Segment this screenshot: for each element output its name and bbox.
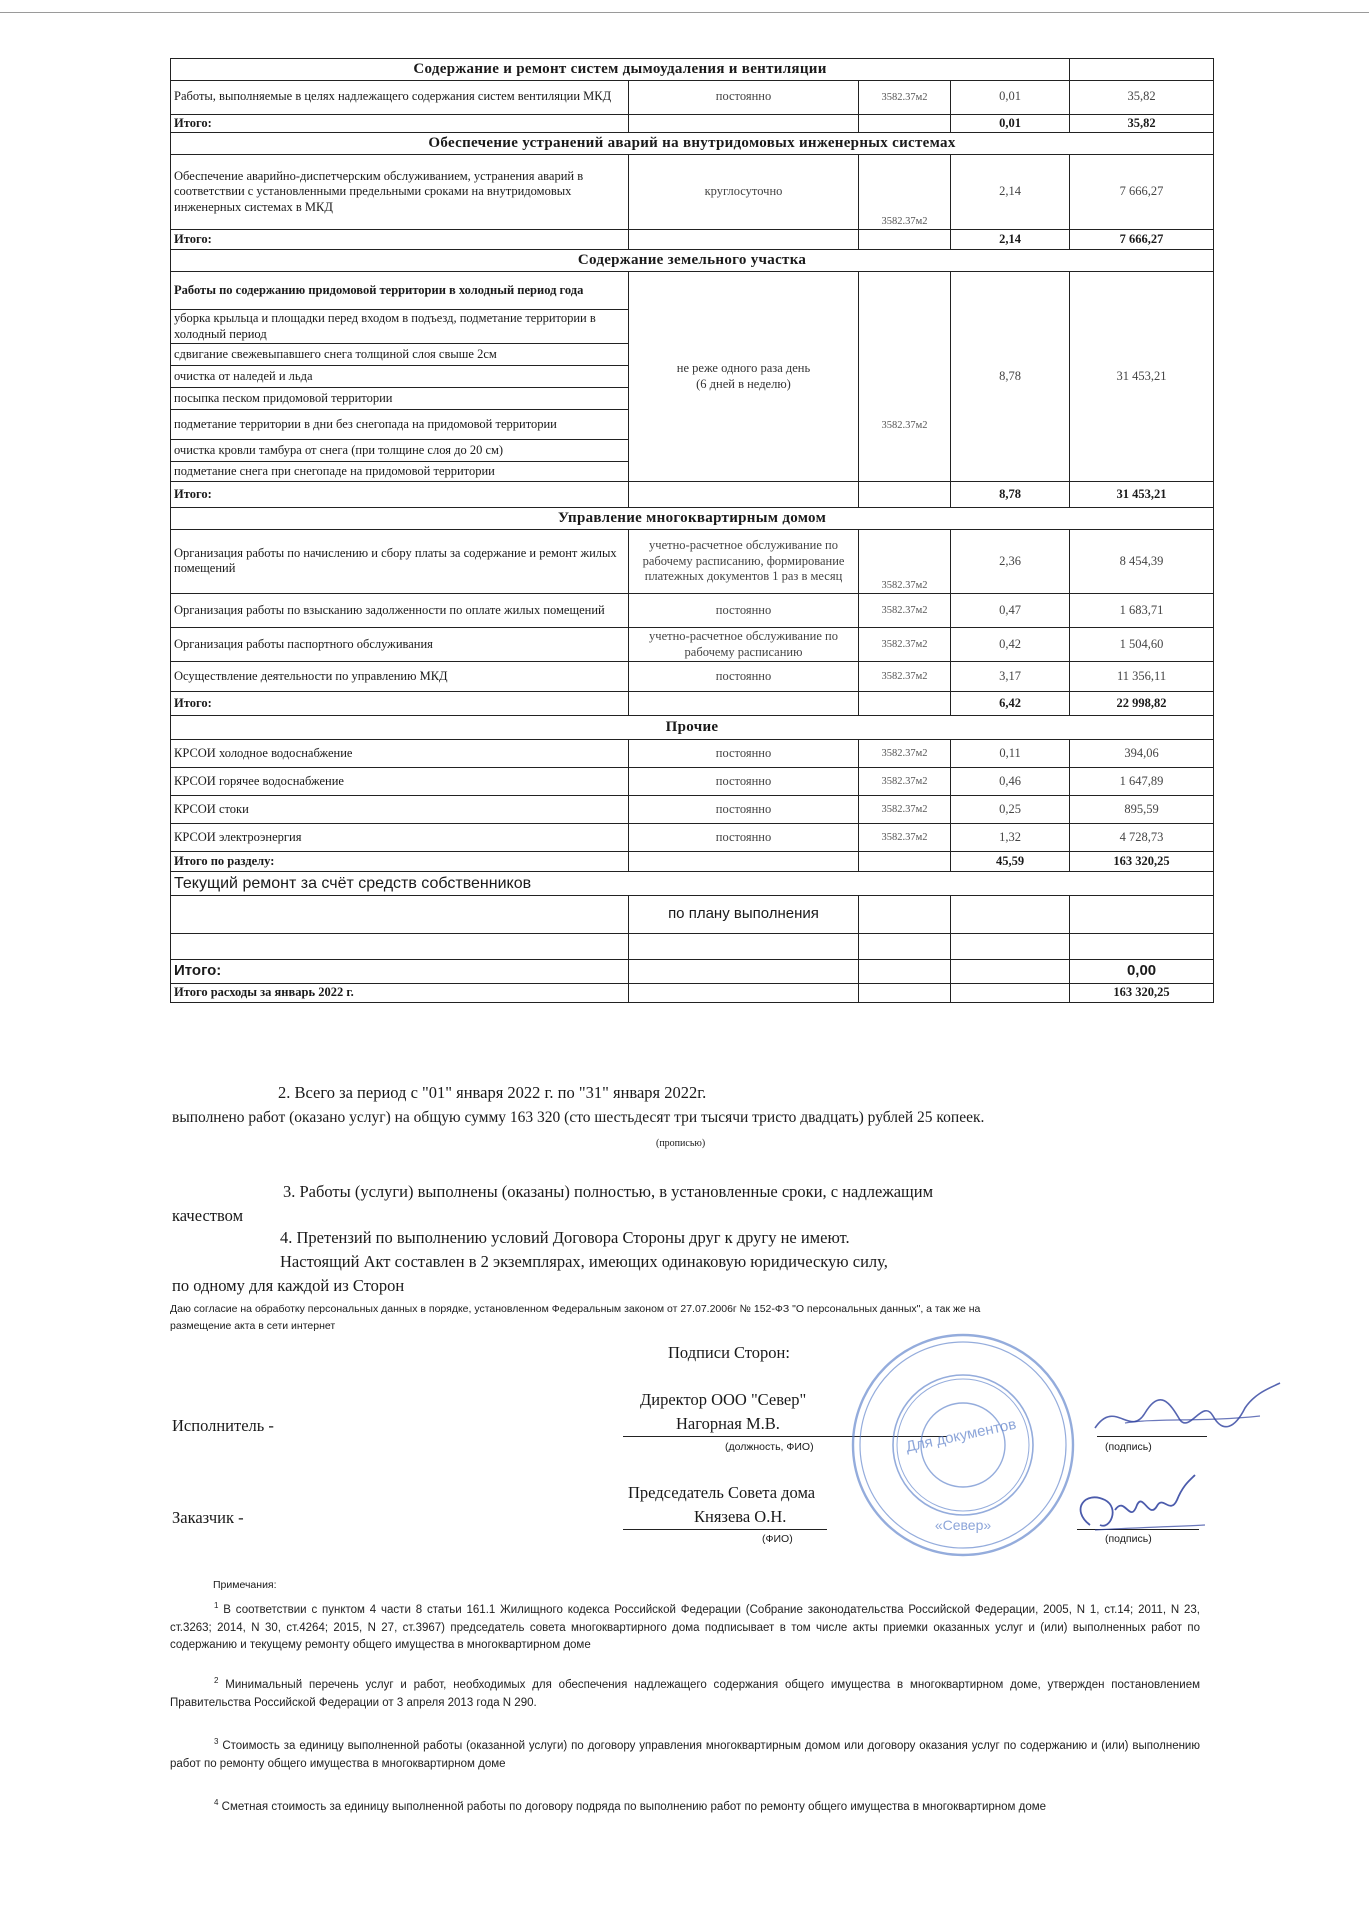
sum-cell: 35,82: [1070, 80, 1214, 114]
clause-2-period: 2. Всего за период с "01" января 2022 г. по "31" января 2022г.: [278, 1083, 707, 1102]
sum-cell: 394,06: [1070, 740, 1214, 768]
frequency-cell: постоянно: [629, 824, 859, 852]
area-cell: 3582.37м2: [859, 155, 951, 230]
section-total-rate: 45,59: [951, 852, 1070, 872]
rate-cell: 0,11: [951, 740, 1070, 768]
total-label: Итого:: [171, 482, 629, 508]
sum-cell: 11 356,11: [1070, 662, 1214, 692]
total-label: Итого:: [171, 692, 629, 716]
grand-total-sum: 163 320,25: [1070, 984, 1214, 1003]
customer-caption: (ФИО): [762, 1533, 793, 1545]
land-work-item: очистка от наледей и льда: [171, 366, 629, 388]
work-cell: КРСОИ стоки: [171, 796, 629, 824]
frequency-cell: круглосуточно: [629, 155, 859, 230]
sum-cell: 31 453,21: [1070, 271, 1214, 481]
section-total-sum: 163 320,25: [1070, 852, 1214, 872]
section-header-ventilation: Содержание и ремонт систем дымоудаления и вентиляции: [171, 59, 1070, 81]
area-cell: 3582.37м2: [859, 627, 951, 661]
work-cell: КРСОИ холодное водоснабжение: [171, 740, 629, 768]
frequency-cell: постоянно: [629, 768, 859, 796]
frequency-cell: учетно-расчетное обслуживание по рабочему расписанию, формирование платежных документов 1 раз в месяц: [629, 529, 859, 593]
area-cell: 3582.37м2: [859, 824, 951, 852]
rate-cell: 0,25: [951, 796, 1070, 824]
total-sum: 35,82: [1070, 114, 1214, 133]
total-label: Итого:: [171, 960, 629, 984]
area-cell: 3582.37м2: [859, 593, 951, 627]
executor-signature: [1085, 1378, 1285, 1448]
clause-4: 4. Претензий по выполнению условий Договора Стороны друг к другу не имеют.: [280, 1228, 850, 1247]
land-work-item: подметание снега при снегопаде на придомовой территории: [171, 462, 629, 482]
in-words-caption: (прописью): [656, 1138, 706, 1149]
executor-caption: (должность, ФИО): [725, 1441, 814, 1453]
sum-cell: 4 728,73: [1070, 824, 1214, 852]
total-label: Итого:: [171, 114, 629, 133]
grand-total-label: Итого расходы за январь 2022 г.: [171, 984, 629, 1003]
frequency-cell: постоянно: [629, 593, 859, 627]
work-cell: Организация работы по начислению и сбору платы за содержание и ремонт жилых помещений: [171, 529, 629, 593]
section-header-emergency: Обеспечение устранений аварий на внутридомовых инженерных системах: [171, 133, 1214, 155]
clause-5-line2: по одному для каждой из Сторон: [172, 1276, 405, 1295]
frequency-cell: постоянно: [629, 740, 859, 768]
note-3: $^3$ Стоимость за единицу выполненной работы (оказанной услуги) по договору управления многоквартирным домом или договору оказания услуг по содержанию и (или) выполнению работ по ремонту общего имущества в многоквартирном доме: [170, 1737, 1200, 1770]
frequency-cell: учетно-расчетное обслуживание по рабочему расписанию: [629, 627, 859, 661]
rate-cell: 0,47: [951, 593, 1070, 627]
executor-label: Исполнитель -: [172, 1416, 274, 1435]
work-cell: Работы, выполняемые в целях надлежащего содержания систем вентиляции МКД: [171, 80, 629, 114]
rate-cell: 2,14: [951, 155, 1070, 230]
customer-label: Заказчик -: [172, 1508, 244, 1527]
section-header-repair: Текущий ремонт за счёт средств собственников: [171, 872, 1214, 896]
section-header-land: Содержание земельного участка: [171, 250, 1214, 272]
total-sum: 7 666,27: [1070, 230, 1214, 250]
land-works-title: Работы по содержанию придомовой территории в холодный период года: [171, 271, 629, 309]
total-rate: 0,01: [951, 114, 1070, 133]
organization-stamp: [848, 1330, 1078, 1560]
scan-top-edge: [0, 12, 1369, 13]
services-table: [170, 58, 1214, 1003]
land-work-item: подметание территории в дни без снегопада на придомовой территории: [171, 410, 629, 440]
customer-sign-caption: (подпись): [1105, 1533, 1152, 1545]
sum-cell: 895,59: [1070, 796, 1214, 824]
customer-name: Князева О.Н.: [694, 1507, 787, 1526]
total-sum: 22 998,82: [1070, 692, 1214, 716]
section-header-other: Прочие: [171, 716, 1214, 740]
stamp-bottom-text: «Север»: [934, 1517, 992, 1533]
rate-cell: 8,78: [951, 271, 1070, 481]
land-work-item: посыпка песком придомовой территории: [171, 388, 629, 410]
sum-cell: 7 666,27: [1070, 155, 1214, 230]
plan-cell: по плану выполнения: [629, 896, 859, 934]
executor-name: Нагорная М.В.: [676, 1414, 780, 1433]
clause-3-line2: качеством: [172, 1206, 244, 1225]
signatures-title: Подписи Сторон:: [668, 1343, 790, 1362]
land-work-item: уборка крыльца и площадки перед входом в подъезд, подметание территории в холодный период: [171, 309, 629, 343]
land-work-item: очистка кровли тамбура от снега (при толщине слоя до 20 см): [171, 440, 629, 462]
total-sum: 31 453,21: [1070, 482, 1214, 508]
rate-cell: 0,42: [951, 627, 1070, 661]
work-cell: КРСОИ горячее водоснабжение: [171, 768, 629, 796]
work-cell: КРСОИ электроэнергия: [171, 824, 629, 852]
stamp-center-text: Для документов: [904, 1415, 1018, 1456]
rate-cell: 0,01: [951, 80, 1070, 114]
area-cell: 3582.37м2: [859, 740, 951, 768]
total-rate: 8,78: [951, 482, 1070, 508]
land-work-item: сдвигание свежевыпавшего снега толщиной слоя свыше 2см: [171, 344, 629, 366]
area-cell: 3582.37м2: [859, 271, 951, 481]
total-sum: 0,00: [1070, 960, 1214, 984]
area-cell: 3582.37м2: [859, 768, 951, 796]
customer-signature: [1065, 1470, 1215, 1540]
total-rate: 6,42: [951, 692, 1070, 716]
area-cell: 3582.37м2: [859, 80, 951, 114]
consent-line1: Даю согласие на обработку персональных данных в порядке, установленном Федеральным законом от 27.07.2006г № 152-ФЗ "О персональных данных", а так же на: [170, 1303, 981, 1315]
section-header-management: Управление многоквартирным домом: [171, 508, 1214, 530]
frequency-cell: постоянно: [629, 662, 859, 692]
consent-line2: размещение акта в сети интернет: [170, 1320, 336, 1332]
sum-cell: 1 504,60: [1070, 627, 1214, 661]
clause-3-line1: 3. Работы (услуги) выполнены (оказаны) полностью, в установленные сроки, с надлежащим: [283, 1182, 934, 1201]
area-cell: 3582.37м2: [859, 662, 951, 692]
rate-cell: 2,36: [951, 529, 1070, 593]
area-cell: 3582.37м2: [859, 796, 951, 824]
sum-cell: 1 647,89: [1070, 768, 1214, 796]
customer-line: [623, 1529, 827, 1530]
clause-5-line1: Настоящий Акт составлен в 2 экземплярах, имеющих одинаковую юридическую силу,: [280, 1252, 888, 1271]
total-rate: 2,14: [951, 230, 1070, 250]
frequency-cell: не реже одного раза день (6 дней в неделю): [629, 271, 859, 481]
executor-sign-caption: (подпись): [1105, 1441, 1152, 1453]
notes-title: Примечания:: [213, 1579, 277, 1591]
note-1: $^1$ В соответствии с пунктом 4 части 8 статьи 161.1 Жилищного кодекса Российской Федерации (Собрание законодательства Российской Федерации, 2005, N 1, ст.14; 2011, N 23, ст.3263; 2014, N 30, ст.4264; 2015, N 27, ст.3967) председатель совета многоквартирного дома подписывает в том числе акты приемки оказанных услуг и (или) выполненных работ по содержанию и текущему ремонту общего имущества в многоквартирном доме: [170, 1601, 1200, 1652]
customer-position: Председатель Совета дома: [628, 1483, 816, 1502]
section-total-label: Итого по разделу:: [171, 852, 629, 872]
work-cell: Организация работы по взысканию задолженности по оплате жилых помещений: [171, 593, 629, 627]
note-2: $^2$ Минимальный перечень услуг и работ, необходимых для обеспечения надлежащего содержания общего имущества в многоквартирном доме, утвержден постановлением Правительства Российской Федерации от 3 апреля 2013 года N 290.: [170, 1676, 1200, 1709]
frequency-cell: постоянно: [629, 80, 859, 114]
rate-cell: 3,17: [951, 662, 1070, 692]
work-cell: Обеспечение аварийно-диспетчерским обслуживанием, устранения аварий в соответствии с установленными предельными сроками на внутридомовых инженерных системах в МКД: [171, 155, 629, 230]
work-cell: Осуществление деятельности по управлению МКД: [171, 662, 629, 692]
area-cell: 3582.37м2: [859, 529, 951, 593]
clause-2-sum: выполнено работ (оказано услуг) на общую сумму 163 320 (сто шестьдесят три тысячи тристо двадцать) рублей 25 копеек.: [172, 1109, 985, 1126]
frequency-cell: постоянно: [629, 796, 859, 824]
work-cell: Организация работы паспортного обслуживания: [171, 627, 629, 661]
sum-cell: 8 454,39: [1070, 529, 1214, 593]
total-label: Итого:: [171, 230, 629, 250]
executor-position: Директор ООО "Север": [640, 1390, 807, 1409]
sum-cell: 1 683,71: [1070, 593, 1214, 627]
rate-cell: 0,46: [951, 768, 1070, 796]
rate-cell: 1,32: [951, 824, 1070, 852]
note-4: $^4$ Сметная стоимость за единицу выполненной работы по договору подряда по выполнению работ по ремонту общего имущества в многоквартирном доме: [214, 1798, 1047, 1813]
